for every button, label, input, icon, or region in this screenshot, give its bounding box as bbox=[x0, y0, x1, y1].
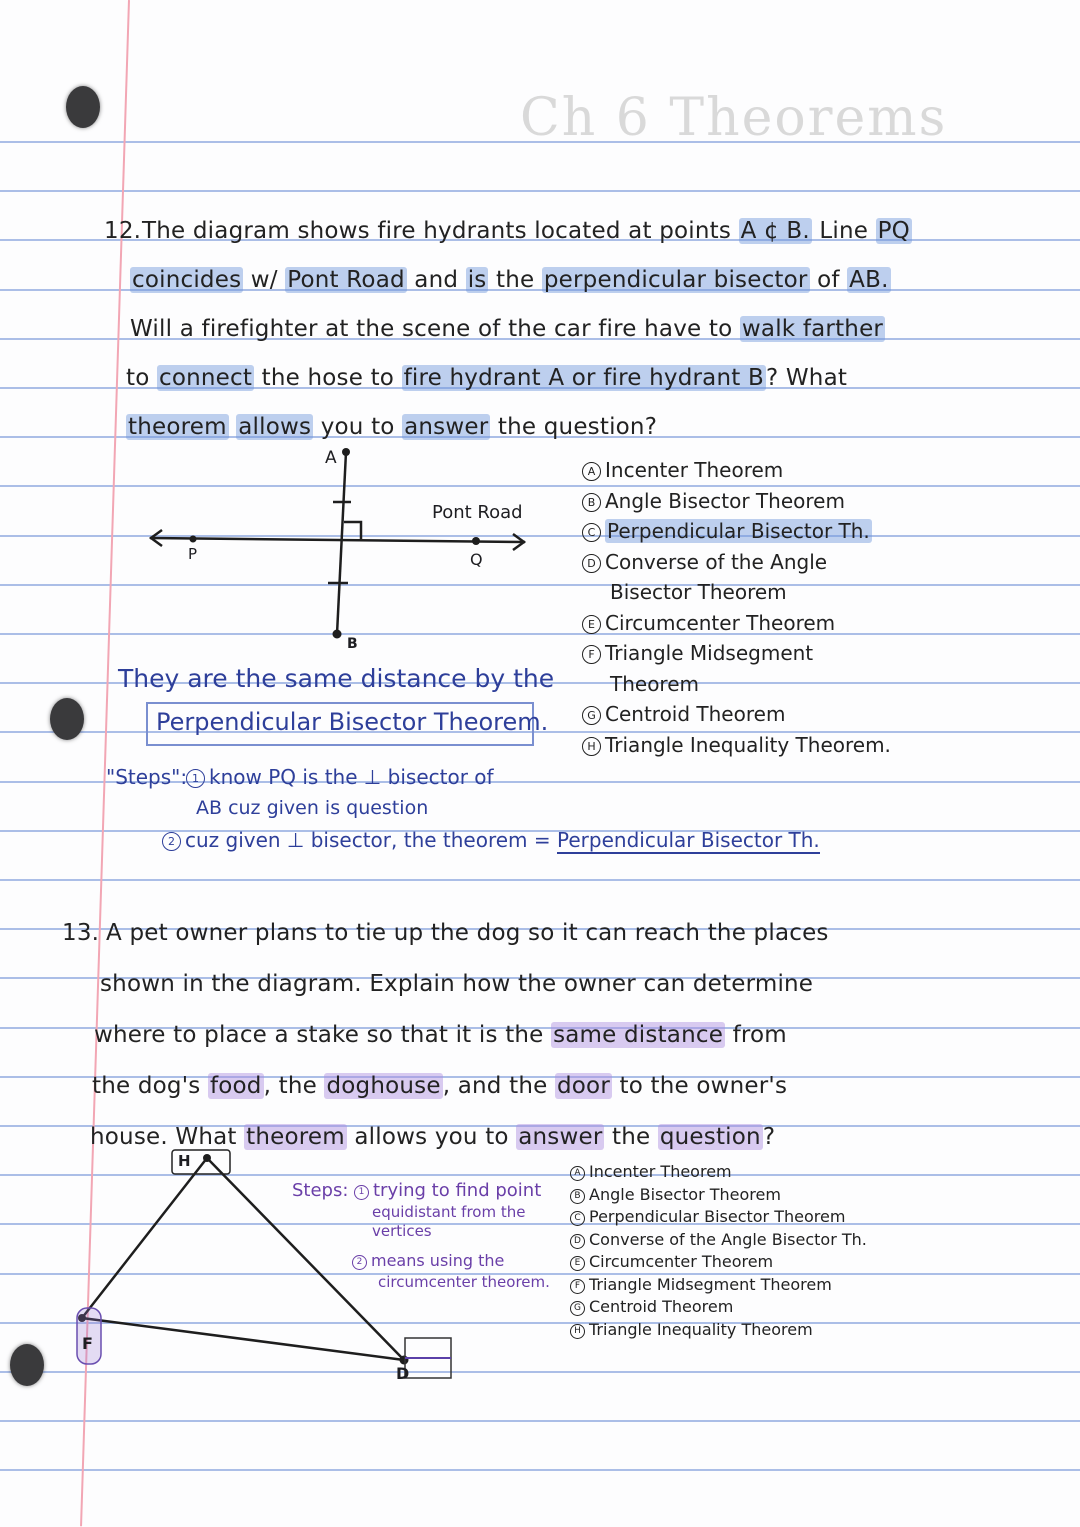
question-line: theorem allows you to answer the question? bbox=[128, 414, 658, 440]
highlighted-text: AB. bbox=[849, 267, 889, 293]
highlighted-text: doghouse bbox=[326, 1073, 441, 1099]
q12-answer-line: They are the same distance by the bbox=[118, 664, 555, 693]
point-label-q: Q bbox=[470, 550, 483, 569]
q13-step2-text: means using the bbox=[371, 1251, 505, 1270]
highlighted-text: PQ bbox=[877, 218, 910, 244]
question-line: A pet owner plans to tie up the dog so it can reach the places bbox=[106, 920, 829, 946]
q12-step2-text: cuz given ⊥ bisector, the theorem = bbox=[185, 828, 558, 852]
highlighted-text: coincides bbox=[132, 267, 242, 293]
option-text: Triangle Midsegment bbox=[605, 641, 814, 665]
option-letter-icon: B bbox=[570, 1189, 585, 1204]
option-text: Centroid Theorem bbox=[589, 1297, 734, 1316]
q12-step1-text: know PQ is the ⊥ bisector of bbox=[209, 765, 494, 789]
highlighted-text: allows bbox=[238, 414, 312, 440]
highlighted-text: theorem bbox=[246, 1124, 345, 1150]
highlighted-text: is bbox=[467, 267, 487, 293]
point-label-p: P bbox=[188, 545, 198, 563]
option-letter-icon: A bbox=[570, 1166, 585, 1181]
highlighted-text: A ¢ B. bbox=[740, 218, 810, 244]
answer-option bbox=[570, 1185, 781, 1204]
option-letter-icon: E bbox=[570, 1256, 585, 1271]
option-letter-icon: B bbox=[582, 493, 601, 512]
question-line: The diagram shows fire hydrants located at points A ¢ B. Line PQ bbox=[142, 218, 910, 244]
step-number-icon: 2 bbox=[162, 832, 181, 851]
question-line: where to place a stake so that it is the same distance from bbox=[94, 1022, 787, 1048]
highlighted-text: answer bbox=[404, 414, 489, 440]
question-line: to connect the hose to fire hydrant A or fire hydrant B? What bbox=[126, 365, 848, 391]
highlighted-text: fire hydrant A or fire hydrant B bbox=[403, 365, 764, 391]
option-text: Angle Bisector Theorem bbox=[605, 488, 845, 513]
option-letter-icon: D bbox=[582, 554, 601, 573]
option-text: Angle Bisector Theorem bbox=[589, 1184, 781, 1204]
highlighted-text: walk farther bbox=[741, 316, 884, 342]
option-text: Centroid Theorem bbox=[605, 702, 786, 726]
highlighted-text: theorem bbox=[128, 414, 227, 440]
q12-number: 12. bbox=[104, 218, 142, 244]
question-line: shown in the diagram. Explain how the owner can determine bbox=[100, 971, 814, 997]
option-text: Incenter Theorem bbox=[589, 1162, 732, 1181]
highlighted-text: door bbox=[556, 1073, 610, 1099]
option-letter-icon: H bbox=[570, 1324, 585, 1339]
option-text: Triangle Midsegment Theorem bbox=[589, 1274, 832, 1294]
answer-option bbox=[570, 1230, 867, 1249]
option-letter-icon: C bbox=[570, 1211, 585, 1226]
vertex-label-d: D bbox=[396, 1364, 410, 1383]
question-line: house. What theorem allows you to answer the question? bbox=[90, 1124, 776, 1150]
option-text: Circumcenter Theorem bbox=[589, 1252, 774, 1271]
highlighted-text: perpendicular bisector bbox=[543, 267, 808, 293]
highlighted-text: food bbox=[209, 1073, 262, 1099]
answer-option bbox=[570, 1207, 845, 1226]
point-label-a: A bbox=[325, 448, 337, 468]
q13-step1b: equidistant from the bbox=[372, 1203, 526, 1221]
q12-answer-boxed: Perpendicular Bisector Theorem. bbox=[156, 708, 549, 736]
step-number-icon: 1 bbox=[354, 1185, 369, 1200]
option-letter-icon: C bbox=[582, 523, 601, 542]
point-label-b: B bbox=[347, 636, 358, 652]
option-text: Perpendicular Bisector Theorem bbox=[589, 1207, 846, 1226]
q13-step2b: circumcenter theorem. bbox=[378, 1273, 550, 1291]
answer-option bbox=[570, 1275, 832, 1294]
highlighted-text: question bbox=[659, 1124, 761, 1150]
option-text: Incenter Theorem bbox=[605, 458, 784, 482]
question-line: coincides w/ Pont Road and is the perpendicular bisector of AB. bbox=[132, 267, 889, 293]
step-number-icon: 2 bbox=[352, 1255, 367, 1270]
option-letter-icon: F bbox=[570, 1279, 585, 1294]
option-text: Perpendicular Bisector Th. bbox=[607, 519, 870, 543]
q12-steps-label: "Steps": bbox=[106, 765, 188, 789]
highlighted-text: answer bbox=[518, 1124, 603, 1150]
highlighted-text: Pont Road bbox=[287, 267, 405, 293]
q13-number: 13. bbox=[62, 920, 100, 946]
option-letter-icon: G bbox=[570, 1301, 585, 1316]
q13-step1c: vertices bbox=[372, 1222, 432, 1240]
question-line: the dog's food, the doghouse, and the door to the owner's bbox=[92, 1073, 788, 1099]
q13-step1-text: trying to find point bbox=[373, 1180, 542, 1201]
q12-step2-answer: Perpendicular Bisector Th. bbox=[557, 828, 820, 852]
option-text: Converse of the Angle bbox=[605, 549, 828, 574]
page-title-faint: Ch 6 Theorems bbox=[520, 88, 948, 148]
answer-option bbox=[570, 1162, 732, 1181]
highlighted-text: same distance bbox=[553, 1022, 724, 1048]
option-text: Triangle Inequality Theorem bbox=[589, 1319, 813, 1339]
q12-step1b: AB cuz given is question bbox=[196, 797, 429, 819]
vertex-label-h: H bbox=[178, 1152, 191, 1170]
option-text: Bisector Theorem bbox=[610, 580, 787, 604]
road-label: Pont Road bbox=[432, 502, 523, 523]
highlighted-text: connect bbox=[159, 365, 253, 391]
option-letter-icon: E bbox=[582, 615, 601, 634]
option-text: Theorem bbox=[610, 671, 700, 696]
option-letter-icon: A bbox=[582, 462, 601, 481]
q13-step2 bbox=[352, 1251, 504, 1270]
option-text: Circumcenter Theorem bbox=[605, 610, 836, 635]
q13-step1 bbox=[354, 1180, 541, 1201]
option-letter-icon: G bbox=[582, 706, 601, 725]
question-line: Will a firefighter at the scene of the car fire have to walk farther bbox=[130, 316, 884, 342]
option-letter-icon: D bbox=[570, 1234, 585, 1249]
option-letter-icon: F bbox=[582, 645, 601, 664]
option-text: Converse of the Angle Bisector Th. bbox=[589, 1229, 867, 1249]
option-letter-icon: H bbox=[582, 737, 601, 756]
step-number-icon: 1 bbox=[186, 769, 205, 788]
q13-steps-label: Steps: bbox=[292, 1180, 349, 1201]
answer-option bbox=[570, 1320, 813, 1339]
option-text: Triangle Inequality Theorem. bbox=[605, 732, 891, 757]
vertex-label-f: F bbox=[82, 1334, 93, 1353]
answer-option bbox=[570, 1252, 773, 1271]
answer-option bbox=[570, 1297, 733, 1316]
